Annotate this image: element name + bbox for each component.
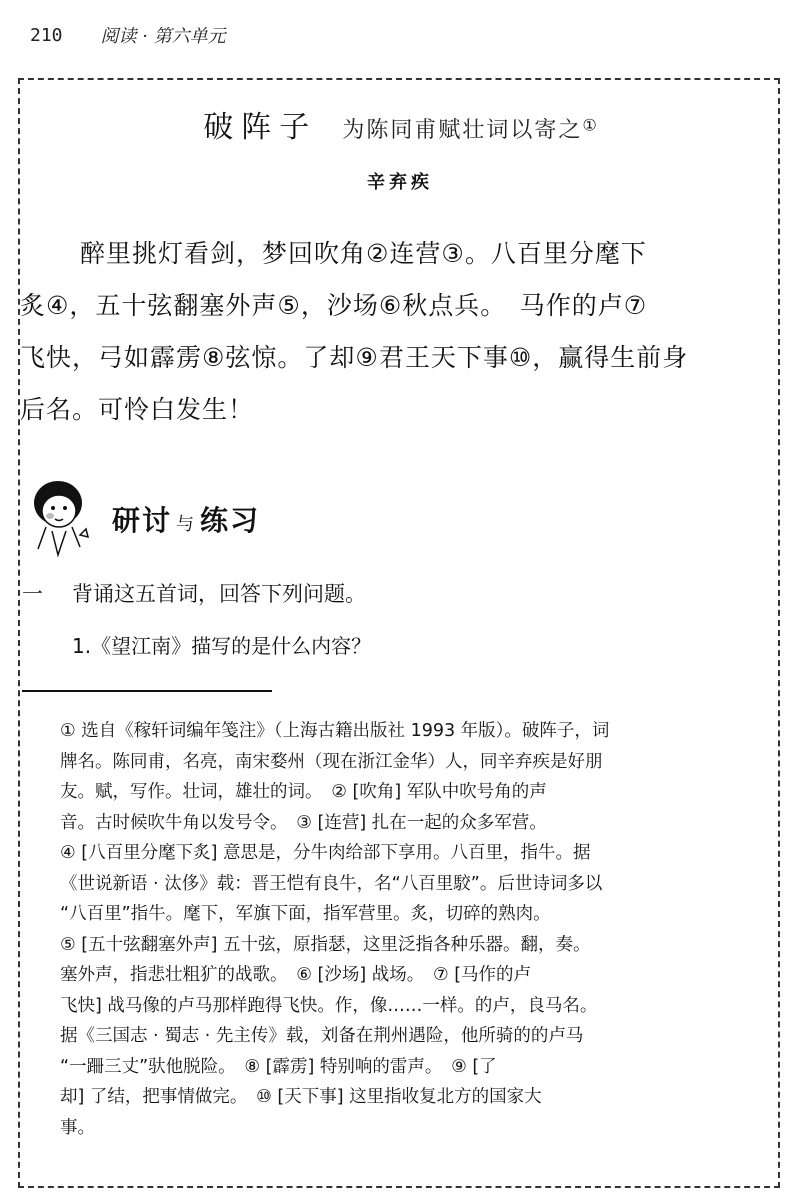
- footnote-line: 友。赋，写作。壮词，雄壮的词。 ② [吹角] 军队中吹号角的声: [60, 782, 547, 802]
- footnote-line: 事。: [60, 1117, 95, 1138]
- question-text: 背诵这五首词，回答下列问题。: [72, 582, 366, 606]
- footnote-rule: [22, 690, 272, 692]
- footnote-line: 牌名。陈同甫，名亮，南宋婺州（现在浙江金华）人，同辛弃疾是好朋: [60, 751, 603, 772]
- poem-title-row: [0, 102, 800, 146]
- section-label: 阅读 · 第六单元: [100, 26, 226, 47]
- study-title-connector: 与: [176, 514, 197, 535]
- subquestion: 1.《望江南》描写的是什么内容？: [72, 634, 372, 658]
- poem-line: 飞快，弓如霹雳⑧弦惊。了却⑨君王天下事⑩，赢得生前身: [20, 343, 689, 372]
- question-number: 一: [22, 582, 43, 606]
- footnote-line: 据《三国志 · 蜀志 · 先主传》载，刘备在荆州遇险，他所骑的的卢马: [60, 1026, 584, 1046]
- poem-line: 炙④，五十弦翻塞外声⑤，沙场⑥秋点兵。 马作的卢⑦: [20, 291, 648, 320]
- footnote-marker: ①: [582, 115, 597, 135]
- footnote-line: “一跚三丈”驮他脱险。 ⑧ [霹雳] 特别响的雷声。 ⑨ [了: [60, 1056, 497, 1077]
- footnote-line: 飞快] 战马像的卢马那样跑得飞快。作，像……一样。的卢，良马名。: [60, 995, 598, 1016]
- footnote-line: ⑤ [五十弦翻塞外声] 五十弦，原指瑟，这里泛指各种乐器。翻，奏。: [60, 934, 591, 955]
- footnote-line: ① 选自《稼轩词编年笺注》（上海古籍出版社 1993 年版）。破阵子，词: [60, 721, 610, 741]
- poem-title: 破阵子: [203, 110, 318, 145]
- question-heading: [22, 578, 366, 608]
- study-title: [112, 499, 260, 539]
- poem-line: 醉里挑灯看剑，梦回吹角②连营③。八百里分麾下: [80, 239, 647, 268]
- page-number: 210: [30, 24, 63, 46]
- study-heading: [22, 475, 260, 563]
- footnote-line: 音。古时候吹牛角以发号令。 ③ [连营] 扎在一起的众多军营。: [60, 812, 547, 833]
- page-header: [30, 20, 226, 50]
- study-title-part: 练习: [200, 504, 261, 537]
- student-mascot-icon: [22, 475, 94, 563]
- footnotes: [60, 716, 776, 1143]
- footnote-line: 却] 了结，把事情做完。 ⑩ [天下事] 这里指收复北方的国家大: [60, 1087, 542, 1107]
- poem-author: 辛弃疾: [367, 172, 433, 193]
- footnote-line: “八百里”指牛。麾下，军旗下面，指军营里。炙，切碎的熟肉。: [60, 904, 551, 924]
- footnote-line: 《世说新语 · 汰侈》载：晋王恺有良牛，名“八百里駮”。后世诗词多以: [60, 873, 603, 894]
- poem-line: 后名。可怜白发生！: [20, 395, 255, 424]
- footnote-line: 塞外声，指悲壮粗犷的战歌。 ⑥ [沙场] 战场。 ⑦ [马作的卢: [60, 965, 532, 985]
- poem-body: [20, 228, 780, 436]
- study-title-part: 研讨: [112, 504, 173, 537]
- footnote-line: ④ [八百里分麾下炙] 意思是，分牛肉给部下享用。八百里，指牛。据: [60, 843, 591, 863]
- poem-subtitle: 为陈同甫赋壮词以寄之: [342, 118, 583, 143]
